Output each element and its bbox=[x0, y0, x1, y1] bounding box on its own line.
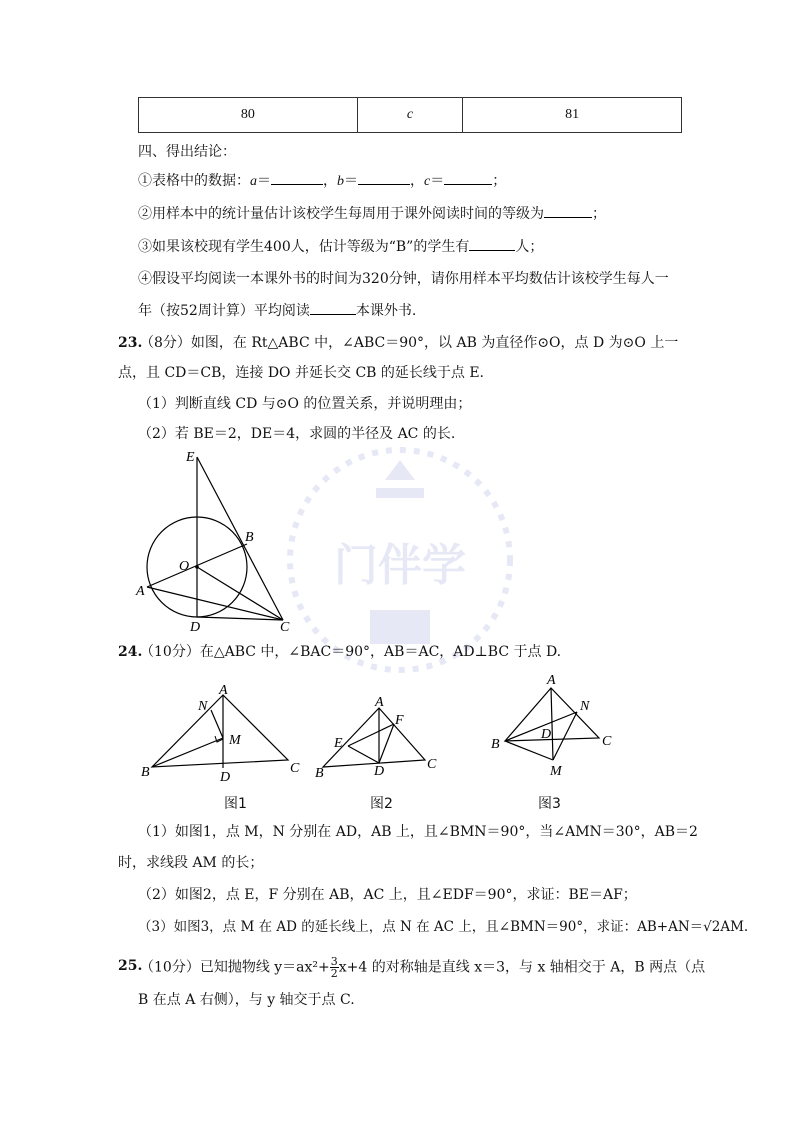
problem-25-number: 25. bbox=[118, 958, 143, 974]
label-n: N bbox=[198, 699, 208, 714]
problem-25-line1 bbox=[140, 956, 705, 979]
conclusion-3 bbox=[138, 236, 543, 257]
problem-23-number: 23. bbox=[118, 335, 143, 351]
label-c: C bbox=[280, 620, 290, 635]
problem-24-sub3: （3）如图3，点 M 在 AD 的延长线上，点 N 在 AC 上，且∠BMN＝90°，求证：AB+AN＝√2AM. bbox=[138, 919, 749, 935]
var-b: b bbox=[337, 174, 344, 189]
eq: ＝ bbox=[344, 173, 358, 189]
text: （10分）已知抛物线 y＝ax²+ bbox=[140, 959, 330, 976]
end: ； bbox=[492, 173, 507, 189]
problem-23-sub2: （2）若 BE＝2，DE＝4，求圆的半径及 AC 的长. bbox=[138, 426, 456, 442]
frac-den: 2 bbox=[330, 967, 338, 980]
label-o: O bbox=[179, 559, 190, 574]
conclusion-4-line1: ④假设平均阅读一本课外书的时间为320分钟，请你用样本平均数估计该校学生每人一 bbox=[138, 271, 669, 287]
problem-23-line2: 点，且 CD＝CB，连接 DO 并延长交 CB 的延长线于点 E. bbox=[118, 365, 485, 381]
problem-23-line1: （8分）如图，在 Rt△ABC 中，∠ABC＝90°，以 AB 为直径作⊙O，点 D 为⊙O 上一 bbox=[140, 335, 679, 351]
table-cell: 80 bbox=[139, 98, 358, 133]
label-b: B bbox=[315, 766, 324, 781]
table-row bbox=[139, 98, 682, 133]
fraction-3-2 bbox=[330, 956, 339, 979]
figure-23 bbox=[130, 445, 310, 635]
figure-24-3 bbox=[485, 670, 625, 785]
sep: ， bbox=[323, 173, 337, 189]
var-a: a bbox=[250, 174, 257, 189]
label-d: D bbox=[374, 764, 385, 779]
text: ③如果该校现有学生400人，估计等级为“B”的学生有 bbox=[138, 239, 470, 255]
frac-num: 3 bbox=[330, 955, 338, 968]
text: x+4 的对称轴是直线 x＝3，与 x 轴相交于 A，B 两点（点 bbox=[338, 959, 706, 976]
eq: ＝ bbox=[430, 173, 445, 189]
table-cell: c bbox=[357, 98, 462, 133]
watermark-text: 门伴学 bbox=[334, 540, 466, 591]
problem-24-line1: （10分）在△ABC 中，∠BAC＝90°，AB＝AC，AD⊥BC 于点 D. bbox=[140, 644, 562, 660]
problem-24-sub1b: 时，求线段 AM 的长； bbox=[118, 855, 264, 871]
label-a: A bbox=[375, 695, 384, 710]
figure-caption-2: 图2 bbox=[370, 796, 393, 812]
label-d: D bbox=[190, 620, 201, 635]
label-d: D bbox=[220, 770, 231, 785]
blank-c[interactable] bbox=[444, 170, 492, 185]
label-f: F bbox=[395, 713, 404, 728]
blank-a[interactable] bbox=[271, 170, 323, 185]
label-c: C bbox=[290, 761, 300, 776]
label-m: M bbox=[550, 764, 562, 779]
figure-caption-3: 图3 bbox=[538, 796, 561, 812]
figure-24-2 bbox=[312, 690, 447, 785]
blank-grade[interactable] bbox=[544, 203, 592, 218]
figure-caption-1: 图1 bbox=[224, 796, 247, 812]
label-c: C bbox=[602, 734, 612, 749]
label-b: B bbox=[245, 530, 254, 545]
table-cell: 81 bbox=[463, 98, 682, 133]
problem-25-line2: B 在点 A 右侧），与 y 轴交于点 C. bbox=[138, 992, 355, 1008]
label-a: A bbox=[136, 584, 145, 599]
label-d: D bbox=[541, 727, 552, 742]
text: 本课外书. bbox=[355, 303, 417, 319]
label-e: E bbox=[334, 736, 343, 751]
problem-24-sub2: （2）如图2，点 E，F 分别在 AB，AC 上，且∠EDF＝90°，求证：BE＝AF； bbox=[138, 887, 637, 903]
data-table bbox=[138, 97, 682, 133]
label-e: E bbox=[186, 450, 195, 465]
problem-24-sub1a: （1）如图1，点 M，N 分别在 AD，AB 上，且∠BMN＝90°，当∠AMN＝30°，AB＝2 bbox=[138, 824, 698, 840]
label-b: B bbox=[491, 737, 500, 752]
sep: ， bbox=[410, 173, 424, 189]
conclusion-2 bbox=[138, 203, 606, 224]
eq: ＝ bbox=[257, 173, 271, 189]
label-m: M bbox=[229, 733, 241, 748]
end: 人； bbox=[515, 239, 544, 255]
blank-b[interactable] bbox=[358, 170, 410, 185]
blank-count[interactable] bbox=[469, 236, 515, 251]
label-a: A bbox=[219, 683, 228, 698]
label-n: N bbox=[580, 699, 590, 714]
conclusion-1 bbox=[138, 170, 506, 192]
label-b: B bbox=[141, 765, 150, 780]
var-c: c bbox=[424, 174, 431, 189]
text: ②用样本中的统计量估计该校学生每周用于课外阅读时间的等级为 bbox=[138, 206, 544, 222]
end: ； bbox=[592, 206, 606, 222]
text: ①表格中的数据： bbox=[138, 173, 250, 189]
conclusion-4-line2 bbox=[138, 300, 416, 321]
section-title: 四、得出结论： bbox=[138, 144, 236, 160]
figure-24-1 bbox=[138, 680, 308, 785]
blank-books[interactable] bbox=[310, 300, 356, 315]
problem-24-number: 24. bbox=[118, 644, 143, 660]
problem-23-sub1: （1）判断直线 CD 与⊙O 的位置关系，并说明理由； bbox=[138, 396, 472, 412]
label-a: A bbox=[547, 673, 556, 688]
text: 年（按52周计算）平均阅读 bbox=[138, 303, 310, 319]
label-c: C bbox=[427, 757, 437, 772]
